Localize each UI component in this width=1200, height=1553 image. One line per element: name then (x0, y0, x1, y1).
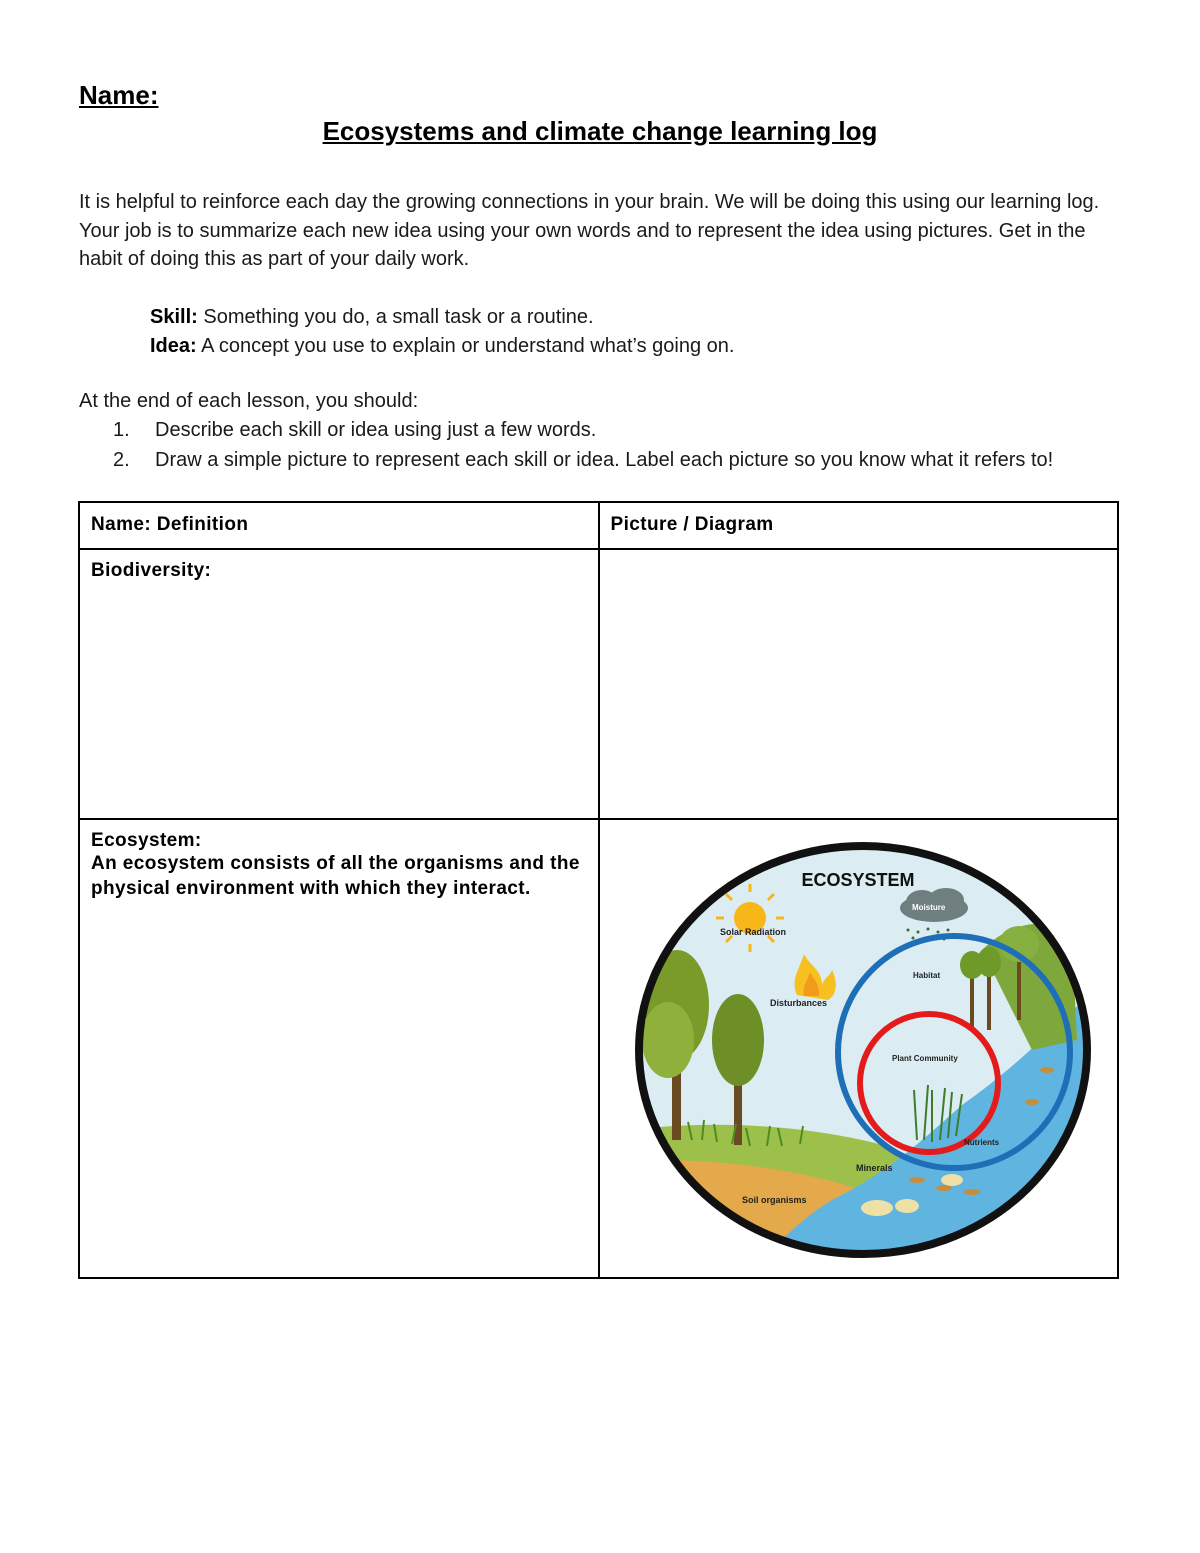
label-plant-community: Plant Community (892, 1054, 958, 1063)
rock (895, 1199, 919, 1213)
name-label: Name: (79, 80, 159, 110)
label-soil-organisms: Soil organisms (742, 1195, 807, 1205)
table-row (79, 549, 1118, 819)
lesson-intro: At the end of each lesson, you should: (79, 390, 419, 412)
label-nutrients: Nutrients (964, 1138, 1000, 1147)
row-term: Ecosystem: (91, 830, 202, 851)
label-habitat: Habitat (913, 971, 941, 980)
definition-cell[interactable] (79, 549, 599, 819)
document-title: Ecosystems and climate change learning log (322, 116, 878, 146)
column-header-definition: Name: Definition (79, 502, 599, 549)
rock (941, 1174, 963, 1186)
rock (861, 1200, 893, 1216)
definition-term: Idea: (150, 334, 197, 357)
diagram-title: ECOSYSTEM (801, 870, 915, 890)
intro-paragraph: It is helpful to reinforce each day the growing connections in your brain. We will be doing this using our learning log. Your job is to summarize each new idea using your own words and to represent the idea using pictures. Get in the habit of doing this as part of your daily work. (79, 191, 1100, 270)
idea-definition (150, 332, 734, 361)
label-solar-radiation: Solar Radiation (720, 927, 787, 937)
label-disturbances: Disturbances (770, 998, 828, 1008)
row-term: Biodiversity: (91, 560, 212, 581)
label-moisture: Moisture (912, 903, 946, 912)
table-header-row (79, 502, 1118, 549)
picture-cell[interactable] (599, 549, 1119, 819)
ecosystem-diagram (632, 840, 1094, 1260)
list-number: 2. (113, 448, 130, 471)
row-definition: An ecosystem consists of all the organisms and the physical environment with which they interact. (91, 853, 580, 899)
definition-term: Skill: (150, 306, 198, 328)
label-minerals: Minerals (856, 1163, 893, 1173)
list-text: Draw a simple picture to represent each skill or idea. Label each picture so you know what it refers to! (155, 448, 1054, 471)
definitions (150, 303, 734, 360)
skill-definition (150, 303, 734, 332)
lesson-steps (113, 416, 1113, 474)
list-number: 1. (113, 419, 130, 441)
definition-cell[interactable] (79, 819, 599, 1278)
definition-text: Something you do, a small task or a routine. (197, 306, 594, 328)
list-item (113, 416, 1113, 445)
list-item (113, 446, 1113, 475)
definition-text: A concept you use to explain or understand what’s going on. (196, 334, 735, 357)
list-text: Describe each skill or idea using just a few words. (155, 419, 597, 441)
column-header-picture: Picture / Diagram (599, 502, 1119, 549)
